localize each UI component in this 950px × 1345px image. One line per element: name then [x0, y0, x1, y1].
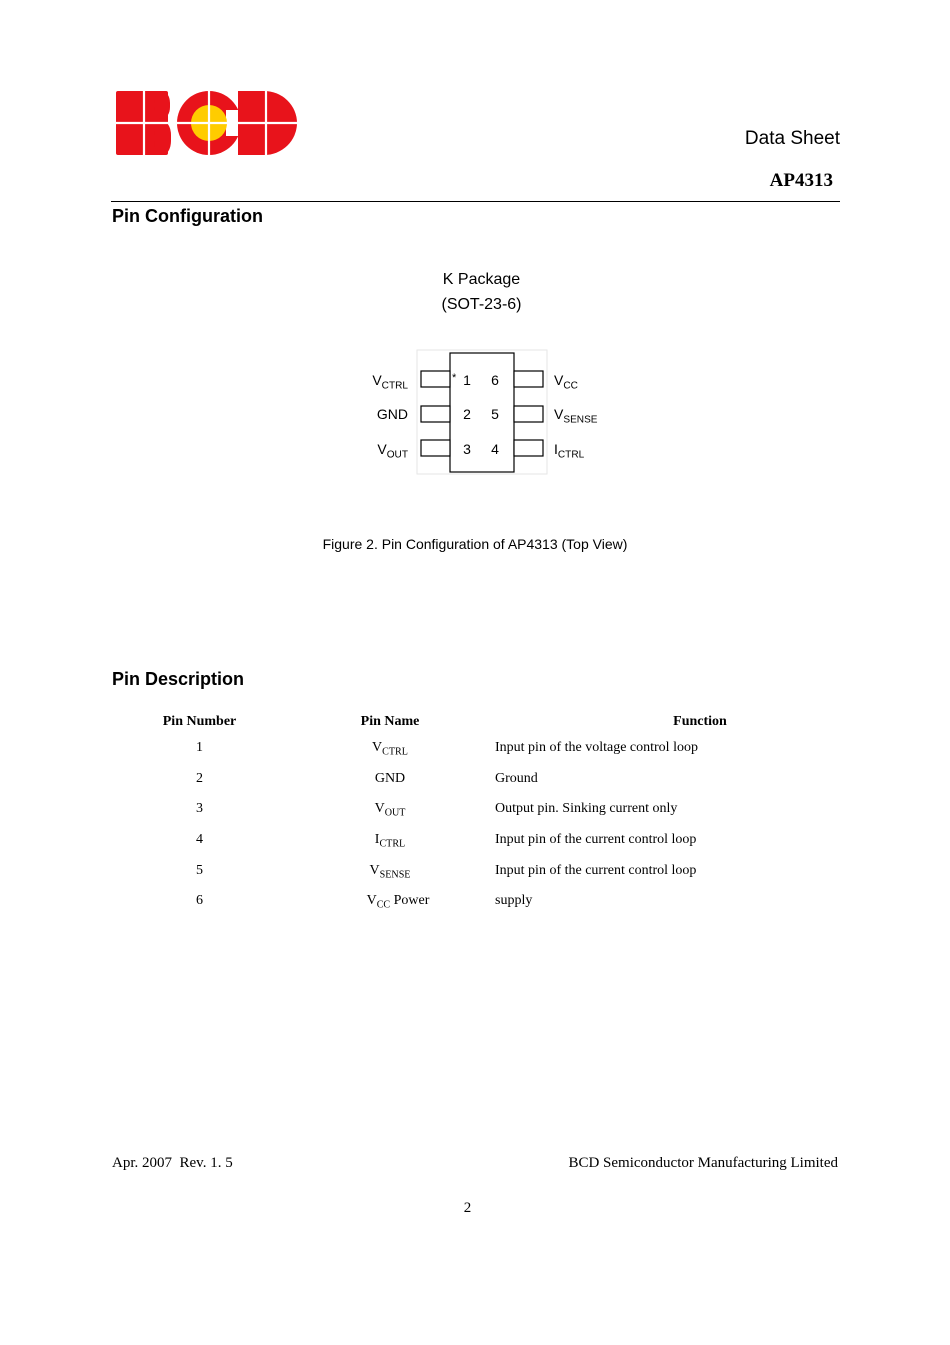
pin-number-5: 5 [491, 406, 499, 422]
cell-pin-name: GND [374, 770, 406, 786]
table-row [112, 771, 905, 802]
cell-pin-number: 2 [196, 770, 203, 786]
cell-pin-number: 1 [196, 740, 203, 755]
pin-number-2: 2 [463, 406, 471, 422]
cell-pin-name: $I_{CTRL}$ [374, 832, 406, 850]
table-row [112, 832, 905, 863]
pin-lead-4 [514, 440, 543, 456]
header-function: Function [673, 714, 727, 729]
pin-number-6: 6 [491, 372, 499, 388]
figure-caption: Figure 2. Pin Configuration of AP4313 (Top View) [322, 536, 628, 552]
header-pin-number: Pin Number [162, 714, 237, 729]
pin-label-vctrl: $V_{CTRL}$ [372, 372, 408, 392]
header-divider [111, 201, 840, 202]
bcd-logo [114, 88, 299, 158]
cell-pin-name: $V_{SENSE}$ [369, 862, 411, 881]
cell-pin-name: $V_{OUT}$ [374, 801, 406, 819]
part-number: AP4313 [769, 170, 833, 191]
cell-function: Input pin of the current control loop [495, 832, 697, 848]
pin-number-1: 1 [463, 372, 471, 388]
cell-pin-name: $V_{CC}$ Power [366, 893, 430, 911]
header-pin-name: Pin Name [360, 714, 420, 729]
package-name: K Package [442, 271, 521, 288]
pin-description-table [112, 714, 905, 924]
table-row [112, 740, 905, 771]
cell-function: Input pin of the voltage control loop [495, 740, 698, 755]
pin-label-ictrl: $I_{CTRL}$ [554, 441, 585, 461]
table-row [112, 801, 905, 832]
cell-function: Ground [495, 770, 538, 786]
footer-date-revision: Apr. 2007 Rev. 1. 5 [112, 1155, 233, 1171]
cell-function: Input pin of the current control loop [495, 862, 697, 878]
cell-pin-number: 5 [196, 862, 203, 878]
cell-pin-name: $V_{CTRL}$ [372, 740, 408, 758]
pin-label-vcc: $V_{CC}$ [554, 372, 578, 392]
pin1-marker: * [452, 372, 457, 384]
pin-label-vout: $V_{OUT}$ [377, 441, 408, 461]
pin-number-4: 4 [491, 441, 499, 457]
cell-pin-number: 4 [196, 832, 203, 848]
pin-label-vsense: $V_{SENSE}$ [554, 406, 598, 426]
table-header-row [112, 714, 905, 740]
pin-lead-3 [421, 440, 450, 456]
cell-pin-number: 3 [196, 801, 203, 817]
footer-company: BCD Semiconductor Manufacturing Limited [568, 1155, 838, 1171]
package-diagram [410, 345, 555, 480]
table-row [112, 893, 905, 924]
cell-pin-number: 6 [196, 893, 203, 909]
pin-lead-2 [421, 406, 450, 422]
pin-lead-5 [514, 406, 543, 422]
pin-number-3: 3 [463, 441, 471, 457]
pin-lead-1 [421, 371, 450, 387]
cell-function: Output pin. Sinking current only [495, 801, 678, 817]
cell-function: supply [495, 893, 533, 909]
table-row [112, 863, 905, 894]
doc-type: Data Sheet [744, 128, 840, 149]
pin-lead-6 [514, 371, 543, 387]
section-title-pin-configuration: Pin Configuration [112, 206, 263, 226]
page-number: 2 [463, 1200, 472, 1216]
pin-label-gnd: GND [376, 406, 408, 422]
package-type: (SOT-23-6) [441, 296, 522, 313]
section-title-pin-description: Pin Description [112, 669, 245, 689]
